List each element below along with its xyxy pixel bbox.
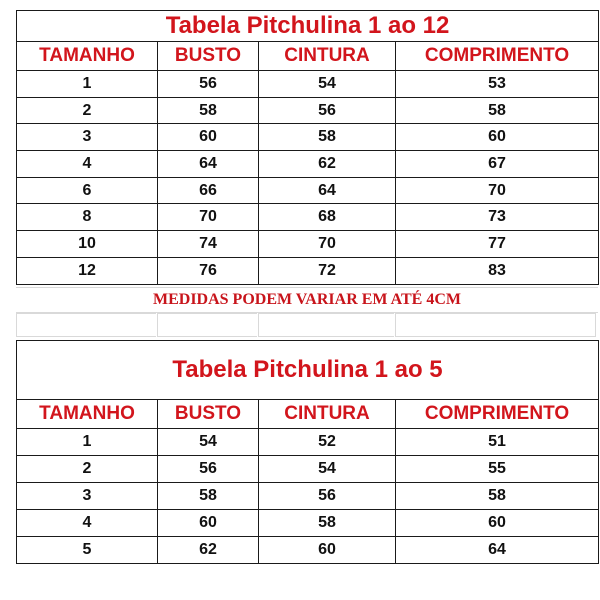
table-row	[17, 97, 599, 124]
cell-waist: 56	[259, 97, 396, 124]
cell-size: 4	[17, 151, 158, 178]
cell-bust: 64	[158, 151, 259, 178]
cell-length: 60	[396, 510, 599, 537]
header-size: TAMANHO	[17, 400, 158, 429]
table-row	[17, 483, 599, 510]
cell-waist: 70	[259, 231, 396, 258]
cell-waist: 56	[259, 483, 396, 510]
cell-size: 1	[17, 71, 158, 98]
table-row	[17, 456, 599, 483]
cell-length: 67	[396, 151, 599, 178]
cell-bust: 54	[158, 429, 259, 456]
cell-waist: 54	[259, 71, 396, 98]
table-title: Tabela Pitchulina 1 ao 12	[17, 11, 599, 42]
size-table-1-to-12	[16, 10, 599, 285]
empty-cell	[395, 313, 596, 337]
cell-bust: 56	[158, 456, 259, 483]
table-row	[17, 510, 599, 537]
cell-bust: 58	[158, 483, 259, 510]
cell-waist: 68	[259, 204, 396, 231]
table-row	[17, 124, 599, 151]
cell-size: 10	[17, 231, 158, 258]
cell-size: 1	[17, 429, 158, 456]
cell-size: 2	[17, 97, 158, 124]
cell-length: 73	[396, 204, 599, 231]
size-table-1-to-5	[16, 340, 599, 564]
cell-size: 8	[17, 204, 158, 231]
table-row	[17, 537, 599, 564]
cell-bust: 74	[158, 231, 259, 258]
cell-bust: 60	[158, 124, 259, 151]
header-bust: BUSTO	[158, 400, 259, 429]
table-title: Tabela Pitchulina 1 ao 5	[17, 341, 599, 400]
cell-length: 83	[396, 257, 599, 284]
empty-cell	[258, 313, 394, 337]
header-length: COMPRIMENTO	[396, 42, 599, 71]
cell-bust: 58	[158, 97, 259, 124]
table-row	[17, 204, 599, 231]
header-row	[17, 400, 599, 429]
header-waist: CINTURA	[259, 42, 396, 71]
header-size: TAMANHO	[17, 42, 158, 71]
header-length: COMPRIMENTO	[396, 400, 599, 429]
cell-waist: 58	[259, 510, 396, 537]
table-row	[17, 177, 599, 204]
cell-size: 4	[17, 510, 158, 537]
cell-bust: 62	[158, 537, 259, 564]
header-waist: CINTURA	[259, 400, 396, 429]
cell-length: 55	[396, 456, 599, 483]
empty-cell	[16, 313, 156, 337]
cell-length: 60	[396, 124, 599, 151]
empty-cell	[157, 313, 257, 337]
cell-bust: 66	[158, 177, 259, 204]
cell-length: 53	[396, 71, 599, 98]
cell-waist: 58	[259, 124, 396, 151]
cell-length: 58	[396, 483, 599, 510]
cell-size: 12	[17, 257, 158, 284]
cell-size: 3	[17, 124, 158, 151]
table-row	[17, 71, 599, 98]
cell-length: 77	[396, 231, 599, 258]
cell-bust: 76	[158, 257, 259, 284]
header-row	[17, 42, 599, 71]
table-row	[17, 257, 599, 284]
cell-size: 5	[17, 537, 158, 564]
cell-waist: 54	[259, 456, 396, 483]
cell-size: 2	[17, 456, 158, 483]
cell-length: 58	[396, 97, 599, 124]
cell-length: 70	[396, 177, 599, 204]
cell-waist: 60	[259, 537, 396, 564]
cell-waist: 64	[259, 177, 396, 204]
cell-length: 51	[396, 429, 599, 456]
table-row	[17, 151, 599, 178]
cell-bust: 56	[158, 71, 259, 98]
cell-waist: 72	[259, 257, 396, 284]
table-row	[17, 231, 599, 258]
header-bust: BUSTO	[158, 42, 259, 71]
cell-bust: 70	[158, 204, 259, 231]
cell-size: 3	[17, 483, 158, 510]
cell-waist: 62	[259, 151, 396, 178]
cell-waist: 52	[259, 429, 396, 456]
cell-size: 6	[17, 177, 158, 204]
table-row	[17, 429, 599, 456]
cell-length: 64	[396, 537, 599, 564]
measurement-note: MEDIDAS PODEM VARIAR EM ATÉ 4CM	[16, 287, 598, 313]
empty-grid-row	[16, 313, 598, 337]
cell-bust: 60	[158, 510, 259, 537]
